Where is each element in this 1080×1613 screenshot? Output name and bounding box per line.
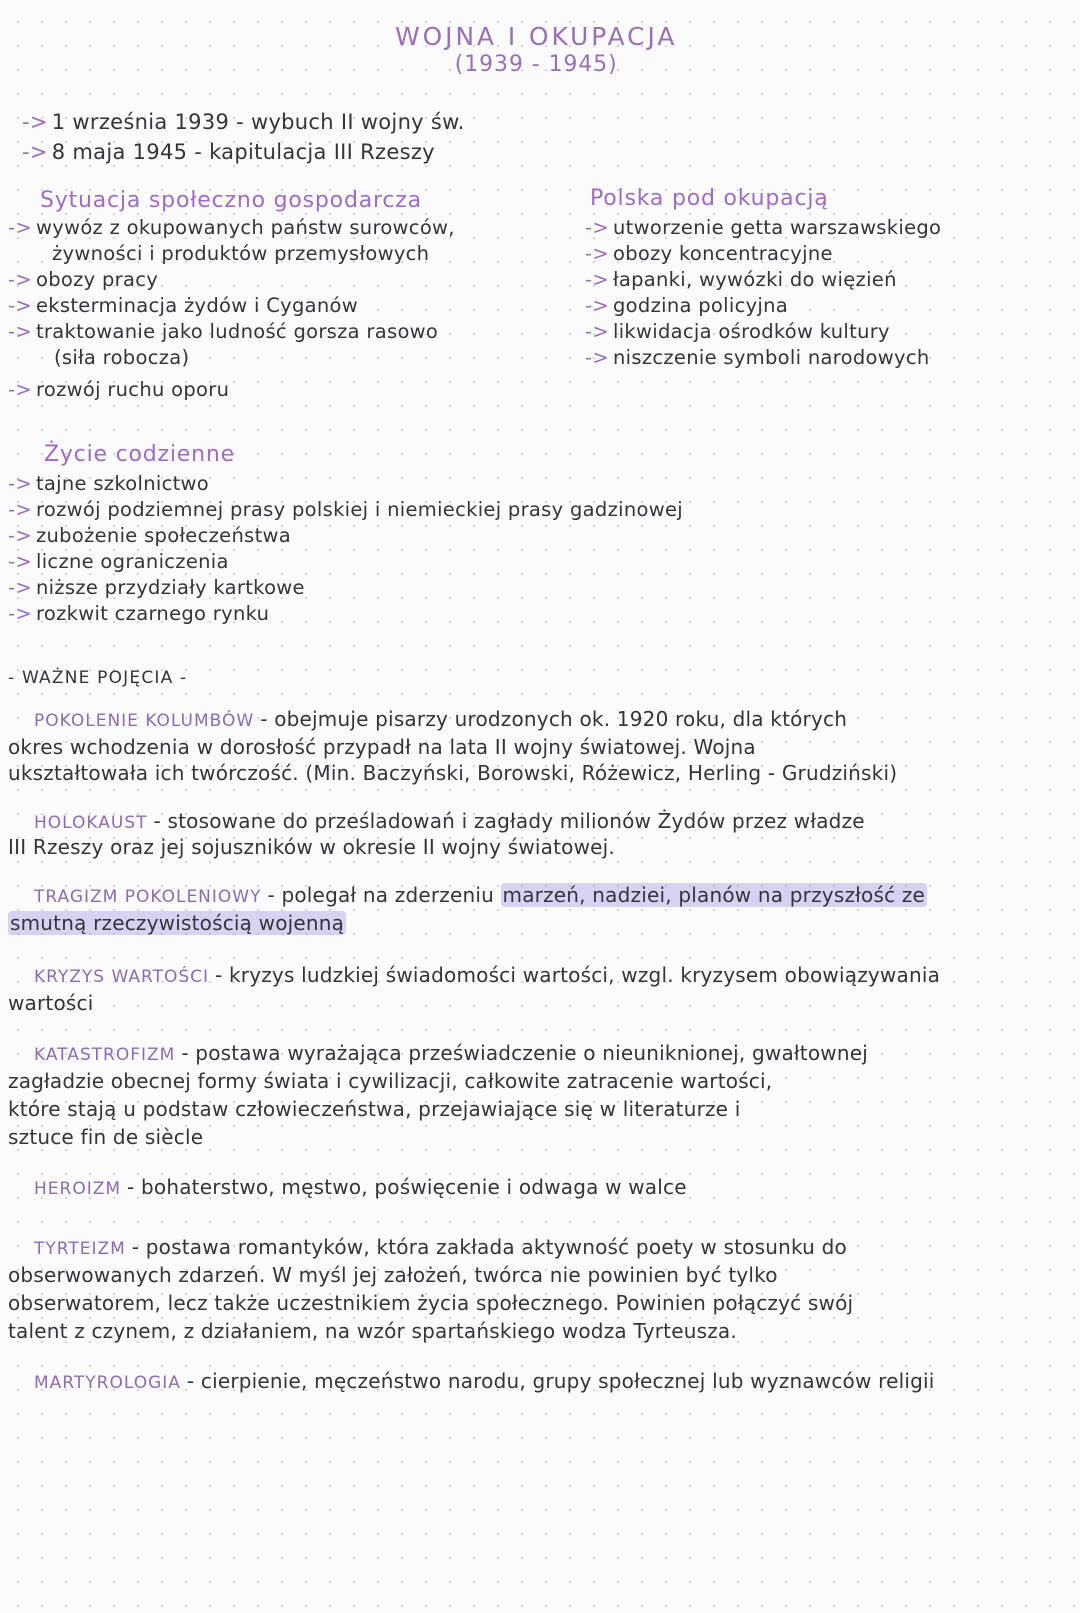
arrow-icon: -> bbox=[585, 268, 609, 291]
section-heading-daily: Życie codzienne bbox=[44, 442, 235, 467]
occupation-item: -> łapanki, wywózki do więzień bbox=[585, 268, 897, 291]
concept-line: zagładzie obecnej formy świata i cywilizacji, całkowite zatracenie wartości, bbox=[8, 1069, 773, 1093]
socio-item-continued: żywności i produktów przemysłowych bbox=[52, 242, 430, 265]
arrow-icon: -> bbox=[22, 140, 48, 164]
arrow-icon: -> bbox=[8, 216, 32, 239]
socio-item: -> obozy pracy bbox=[8, 268, 159, 291]
concept-line: które stają u podstaw człowieczeństwa, przejawiające się w literaturze i bbox=[8, 1097, 741, 1121]
occupation-item: -> godzina policyjna bbox=[585, 294, 789, 317]
arrow-icon: -> bbox=[8, 268, 32, 291]
highlighted-text: smutną rzeczywistością wojenną bbox=[10, 911, 345, 935]
arrow-icon: -> bbox=[585, 242, 609, 265]
concept-term: KATASTROFIZM bbox=[34, 1045, 176, 1065]
concept-line: obserwatorem, lecz także uczestnikiem życia społecznego. Powinien połączyć swój bbox=[8, 1291, 854, 1315]
daily-item: -> zubożenie społeczeństwa bbox=[8, 524, 292, 547]
concept-term: TRAGIZM POKOLENIOWY bbox=[34, 887, 262, 907]
concept-line: HEROIZM - bohaterstwo, męstwo, poświęcenie i odwaga w walce bbox=[34, 1175, 687, 1199]
arrow-icon: -> bbox=[8, 472, 32, 495]
daily-item: -> rozkwit czarnego rynku bbox=[8, 602, 270, 625]
arrow-icon: -> bbox=[8, 524, 32, 547]
arrow-icon: -> bbox=[8, 550, 32, 573]
concept-line: III Rzeszy oraz jej sojuszników w okresie II wojny światowej. bbox=[8, 835, 615, 859]
concept-line: obserwowanych zdarzeń. W myśl jej założeń, twórca nie powinien być tylko bbox=[8, 1263, 778, 1287]
arrow-icon: -> bbox=[22, 110, 48, 134]
arrow-icon: -> bbox=[8, 294, 32, 317]
concept-line: TRAGIZM POKOLENIOWY - polegał na zderzeniu marzeń, nadziei, planów na przyszłość ze bbox=[34, 883, 926, 907]
concept-line: TYRTEIZM - postawa romantyków, która zakłada aktywność poety w stosunku do bbox=[34, 1235, 847, 1259]
socio-item: -> wywóz z okupowanych państw surowców, bbox=[8, 216, 455, 239]
section-heading-occupation: Polska pod okupacją bbox=[590, 186, 829, 211]
concept-line: KATASTROFIZM - postawa wyrażająca przeświadczenie o nieuniknionej, gwałtownej bbox=[34, 1041, 868, 1065]
concept-term: KRYZYS WARTOŚCI bbox=[34, 967, 210, 987]
concept-line: wartości bbox=[8, 991, 94, 1015]
socio-item: -> eksterminacja żydów i Cyganów bbox=[8, 294, 359, 317]
concept-term: HOLOKAUST bbox=[34, 813, 148, 833]
arrow-icon: -> bbox=[8, 498, 32, 521]
concept-term: POKOLENIE KOLUMBÓW bbox=[34, 711, 255, 731]
occupation-item: -> obozy koncentracyjne bbox=[585, 242, 833, 265]
concept-line: talent z czynem, z działaniem, na wzór spartańskiego wodza Tyrteusza. bbox=[8, 1319, 737, 1343]
socio-item-continued: (siła robocza) bbox=[54, 346, 190, 369]
concept-line: sztuce fin de siècle bbox=[8, 1125, 204, 1149]
arrow-icon: -> bbox=[8, 602, 32, 625]
daily-item: -> niższe przydziały kartkowe bbox=[8, 576, 305, 599]
arrow-icon: -> bbox=[8, 576, 32, 599]
concepts-heading: - WAŻNE POJĘCIA - bbox=[8, 668, 188, 688]
arrow-icon: -> bbox=[585, 346, 609, 369]
concept-term: TYRTEIZM bbox=[34, 1239, 126, 1259]
daily-item: -> rozwój podziemnej prasy polskiej i niemieckiej prasy gadzinowej bbox=[8, 498, 683, 521]
concept-line bbox=[8, 910, 346, 937]
page-title: WOJNA I OKUPACJA bbox=[395, 22, 678, 51]
section-heading-socio: Sytuacja społeczno gospodarcza bbox=[40, 188, 422, 213]
arrow-icon: -> bbox=[585, 216, 609, 239]
concept-line: okres wchodzenia w dorosłość przypadł na lata II wojny światowej. Wojna bbox=[8, 735, 756, 759]
arrow-icon: -> bbox=[585, 320, 609, 343]
page-subtitle: (1939 - 1945) bbox=[454, 52, 618, 77]
arrow-icon: -> bbox=[8, 320, 32, 343]
occupation-item: -> utworzenie getta warszawskiego bbox=[585, 216, 942, 239]
concept-line: KRYZYS WARTOŚCI - kryzys ludzkiej świadomości wartości, wzgl. kryzysem obowiązywania bbox=[34, 963, 941, 987]
concept-term: MARTYROLOGIA bbox=[34, 1373, 181, 1393]
arrow-icon: -> bbox=[8, 378, 32, 401]
socio-item: -> traktowanie jako ludność gorsza rasowo bbox=[8, 320, 439, 343]
date-line-2: -> 8 maja 1945 - kapitulacja III Rzeszy bbox=[22, 140, 435, 164]
concept-line: ukształtowała ich twórczość. (Min. Baczyński, Borowski, Różewicz, Herling - Grudziński) bbox=[8, 761, 898, 785]
occupation-item: -> likwidacja ośrodków kultury bbox=[585, 320, 890, 343]
arrow-icon: -> bbox=[585, 294, 609, 317]
occupation-item: -> niszczenie symboli narodowych bbox=[585, 346, 930, 369]
date-line-1: -> 1 września 1939 - wybuch II wojny św. bbox=[22, 110, 465, 134]
daily-item: -> tajne szkolnictwo bbox=[8, 472, 210, 495]
concept-line: MARTYROLOGIA - cierpienie, męczeństwo narodu, grupy społecznej lub wyznawców religii bbox=[34, 1369, 935, 1393]
concept-term: HEROIZM bbox=[34, 1179, 122, 1199]
concept-line: POKOLENIE KOLUMBÓW - obejmuje pisarzy urodzonych ok. 1920 roku, dla których bbox=[34, 707, 848, 731]
concept-line: HOLOKAUST - stosowane do prześladowań i zagłady milionów Żydów przez władze bbox=[34, 809, 865, 833]
daily-item: -> liczne ograniczenia bbox=[8, 550, 229, 573]
socio-item: -> rozwój ruchu oporu bbox=[8, 378, 230, 401]
highlighted-text: marzeń, nadziei, planów na przyszłość ze bbox=[502, 883, 926, 907]
